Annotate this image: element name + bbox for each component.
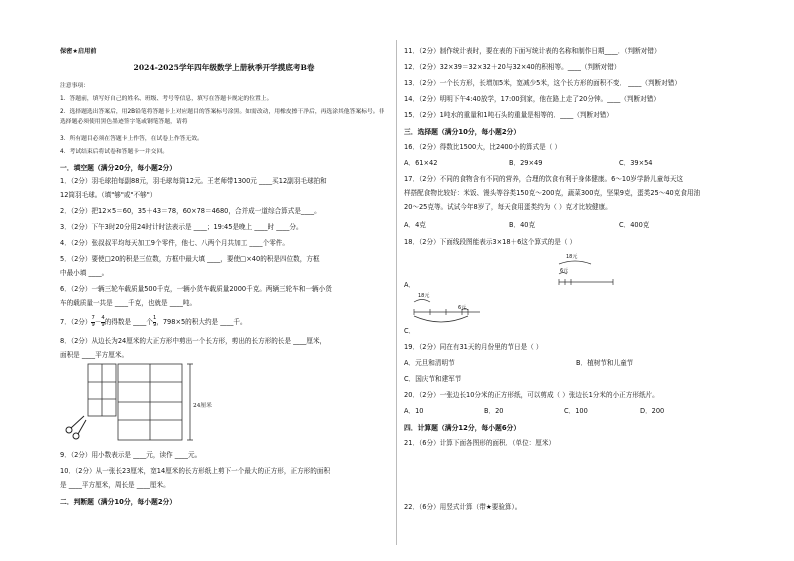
- q20-option-b: B．20: [484, 407, 504, 415]
- section-heading: 四．计算题（满分12分，每小题6分）: [404, 424, 521, 432]
- numerator: 4: [101, 315, 105, 321]
- q20-option-c: C．100: [564, 407, 588, 415]
- notes-label: 注意事项：: [60, 83, 89, 89]
- note-item: 2．选择题选出答案后，用2B铅笔将答题卡上对应题目的答案标号涂黑。如需改动，用橡皮擦干净后，再选涂其他答案标号。非选择题必须使用黑色墨迹签字笔或钢笔答题，请将: [60, 109, 385, 125]
- scissors-icon: [66, 416, 86, 439]
- question-18: 18．（2分）下面线段图能表示3×18＋6这个算式的是（ ）: [404, 238, 577, 246]
- question-7: [60, 316, 247, 328]
- question-21: 21．（6分）计算下面各图形的面积．（单位：厘米）: [404, 439, 556, 447]
- question-4: 4．（2分）张叔叔平均每天加工9个零件，他七、八两个月共加工 ____个零件。: [60, 239, 289, 247]
- note-item: 3．所有题目必须在答题卡上作答，在试卷上作答无效。: [60, 136, 203, 142]
- numerator: 7: [91, 315, 95, 321]
- q17-option-b: B．40克: [509, 221, 536, 229]
- denominator: 9: [152, 321, 157, 328]
- section-heading: 二．判断题（满分10分，每小题2分）: [60, 498, 177, 506]
- numerator: 1: [152, 315, 157, 321]
- tick-label: 6元: [458, 305, 467, 311]
- q16-option-c: C．39×54: [619, 159, 653, 167]
- question-14: 14．（2分）明明下午4:40放学，17:00到家，他在路上走了20分钟。____（判断对错）: [404, 95, 660, 103]
- q20-option-a: A．10: [404, 407, 424, 415]
- question-20: 20．（2分）一张边长10分米的正方形纸，可以剪成（ ）张边长1分米的小正方形纸片。: [404, 391, 659, 399]
- section-heading: 一．填空题（满分20分，每小题2分）: [60, 164, 177, 172]
- question-8-cont: 面积是 ____平方厘米。: [60, 351, 129, 359]
- q7-suffix: ，798×5的积大约是 ____千。: [156, 318, 247, 327]
- question-2: 2．（2分）把12×5＝60，35＋43＝78，60×78＝4680，合并成一道综合算式是____。: [60, 207, 321, 215]
- question-9: 9．（2分）用小数表示是 ____元，读作 ____元。: [60, 451, 202, 459]
- question-5: 5．（2分）要使□20的积是三位数，方框中最大填 ____，要使□×40的积是四位数，方框: [60, 255, 320, 263]
- q16-option-b: B．29×49: [509, 159, 543, 167]
- tick-label: 18元: [418, 293, 430, 299]
- side-length-label: 24厘米: [193, 403, 212, 409]
- question-17-cont: 20～25克等。试试今年8岁了，每天食用蛋类约为（ ）克才比较健康。: [404, 203, 612, 211]
- question-17-cont: 样搭配食物比较好：米饭、馒头等谷类150克～200克，蔬菜300克，坚果9克，蛋类25～40克食用油: [404, 189, 701, 197]
- note-item: 4．考试结束后将试卷和答题卡一并交回。: [60, 149, 169, 155]
- column-divider: [396, 40, 397, 545]
- question-19: 19．（2分）同在有31天的月份里的节日是（ ）: [404, 343, 543, 351]
- question-15: 15．（2分）1吨水的重量和1吨石头的重量是相等的．____（判断对错）: [404, 111, 613, 119]
- question-13: 13．（2分）一个长方形，长增加5米，宽减少5米，这个长方形的面积不变． ____（判断对错）: [404, 79, 681, 87]
- q18-option-a: A．: [404, 281, 416, 289]
- q7-prefix: 7．（2分）: [60, 318, 92, 327]
- q7-text: 的得数是 ____个: [104, 318, 153, 327]
- square-cutting-figure: [60, 362, 200, 444]
- q16-option-a: A．61×42: [404, 159, 438, 167]
- exam-title: 2024-2025学年四年级数学上册秋季开学摸底考B卷: [133, 63, 315, 72]
- question-1-cont: 12筒羽毛球。（填"够"或"不够"）: [60, 191, 157, 199]
- question-6-cont: 车的载质量一共是 ____千克，也就是 ____吨。: [60, 299, 197, 307]
- question-22: 22．（6分）用竖式计算（带★要验算）。: [404, 503, 522, 511]
- question-6: 6．（2分）一辆三轮车载质量500千克，一辆小货车载质量2000千克。两辆三轮车和一辆小货: [60, 285, 332, 293]
- question-1: 1．（2分）羽毛球拍每副88元，羽毛球每筒12元。王老师带1300元 ____买12副羽毛球拍和: [60, 177, 327, 185]
- question-11: 11．（2分）制作统计表时，要在表的下面写统计表的名称和制作日期____．（判断对错）: [404, 47, 661, 55]
- question-10: 10．（2分）从一张长23厘米，宽14厘米的长方形纸上剪下一个最大的正方形，正方形的面积: [60, 467, 331, 475]
- q20-option-d: D．200: [640, 407, 665, 415]
- secret-mark: 保密★启用前: [60, 48, 97, 55]
- section-heading: 三．选择题（满分10分，每小题2分）: [404, 128, 521, 136]
- q17-option-a: A．4克: [404, 221, 426, 229]
- tick-label: 18元: [566, 254, 578, 260]
- denominator: 9: [91, 321, 95, 328]
- q18-option-c: C．: [404, 327, 416, 335]
- q19-option-a: A．元旦和清明节: [404, 359, 455, 367]
- q19-option-c: C．国庆节和建军节: [404, 375, 462, 383]
- q19-option-b: B．植树节和儿童节: [576, 359, 634, 367]
- question-16: 16．（2分）得数比1500大，比2400小的算式是（ ）: [404, 143, 562, 151]
- tick-label: 6元: [560, 268, 569, 274]
- question-12: 12．（2分）32×39＝32×32＋20与32×40的积相等。____（判断对错）: [404, 63, 621, 71]
- question-17: 17．（2分）不同的食物含有不同的营养，合理的饮食有利于身体健康。6～10岁学龄儿童每天这: [404, 175, 684, 183]
- note-item: 1．答题前，填写好自己的姓名、班级、考号等信息，填写在答题卡规定的位置上。: [60, 96, 273, 102]
- q17-option-c: C．400克: [619, 221, 650, 229]
- question-5-cont: 中最小填 ____。: [60, 269, 109, 277]
- question-10-cont: 是 ____平方厘米，周长是 ____厘米。: [60, 481, 170, 489]
- question-8: 8．（2分）从边长为24厘米的大正方形中剪出一个长方形，剪出的长方形的长是 ____厘米，: [60, 337, 327, 345]
- question-3: 3．（2分）下午3时20分用24时计时法表示是 ____；19:45是晚上 ____时 ____分。: [60, 223, 303, 231]
- denominator: 9: [101, 321, 105, 328]
- minus-sign: －: [94, 318, 102, 327]
